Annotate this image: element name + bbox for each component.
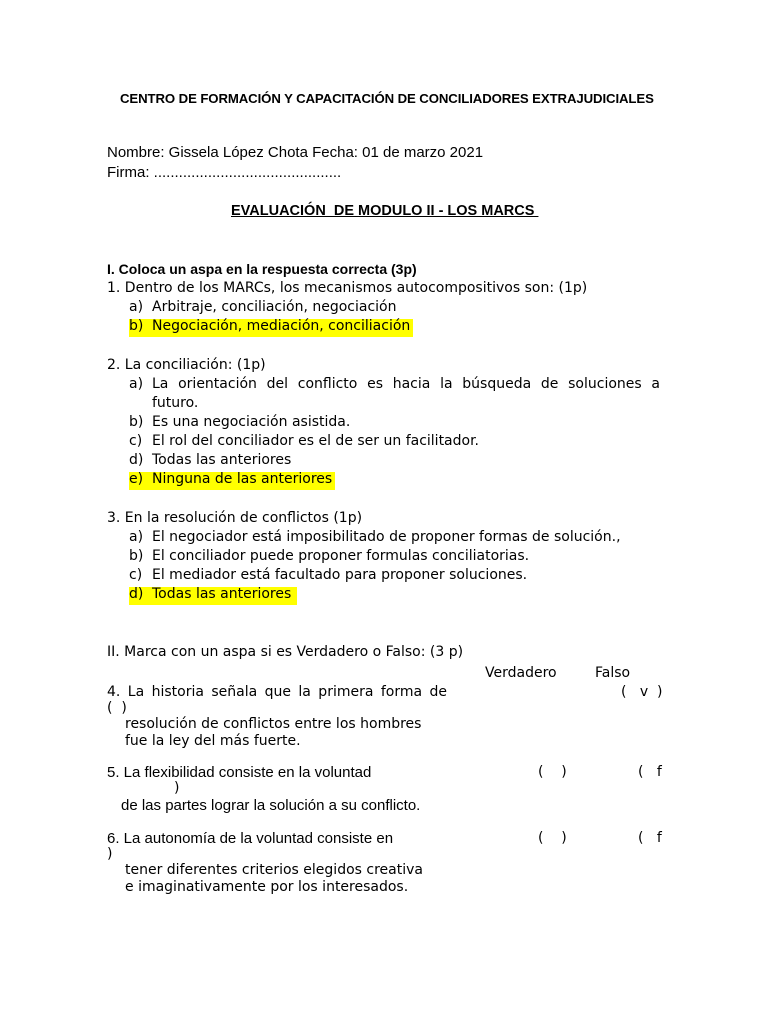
q2-option-c-marker: c) <box>129 433 143 449</box>
column-false-header: Falso <box>595 665 631 681</box>
q3-option-b-marker: b) <box>129 548 144 564</box>
signature-line: Firma: ............................................. <box>107 164 342 181</box>
q1-option-a: Arbitraje, conciliación, negociación <box>152 299 397 315</box>
name-date-line: Nombre: Gissela López Chota Fecha: 01 de marzo 2021 <box>107 144 484 161</box>
q6-mark-false: ( f <box>638 830 662 846</box>
q3-text: 3. En la resolución de conflictos (1p) <box>107 510 363 526</box>
q3-option-c-marker: c) <box>129 567 143 583</box>
q4-line3: fue la ley del más fuerte. <box>125 733 301 749</box>
q2-option-e-marker: e) <box>129 471 144 487</box>
q1-option-b: Negociación, mediación, conciliación <box>152 318 411 334</box>
section1-heading: I. Coloca un aspa en la respuesta correcta (3p) <box>107 261 417 277</box>
institution-title: CENTRO DE FORMACIÓN Y CAPACITACIÓN DE CONCILIADORES EXTRAJUDICIALES <box>120 91 654 106</box>
q6-line1: 6. La autonomía de la voluntad consiste en <box>107 830 394 847</box>
q1-option-a-marker: a) <box>129 299 144 315</box>
q3-option-d: Todas las anteriores <box>152 586 292 602</box>
q2-option-d-marker: d) <box>129 452 144 468</box>
q3-option-a: El negociador está imposibilitado de proponer formas de solución., <box>152 529 621 545</box>
q3-option-b: El conciliador puede proponer formulas conciliatorias. <box>152 548 530 564</box>
q4-wrap-paren: ( ) <box>107 700 127 716</box>
q5-mark-true: ( ) <box>538 764 567 780</box>
exam-title: EVALUACIÓN DE MODULO II - LOS MARCS <box>231 203 539 219</box>
q6-line2: tener diferentes criterios elegidos creativa <box>125 862 423 878</box>
q2-option-e: Ninguna de las anteriores <box>152 471 333 487</box>
q2-option-a-marker: a) <box>129 376 144 392</box>
q1-option-b-marker: b) <box>129 318 144 334</box>
q2-option-d: Todas las anteriores <box>152 452 292 468</box>
q2-text: 2. La conciliación: (1p) <box>107 357 266 373</box>
q2-option-b-marker: b) <box>129 414 144 430</box>
q2-option-c: El rol del conciliador es el de ser un facilitador. <box>152 433 480 449</box>
q6-line3: e imaginativamente por los interesados. <box>125 879 409 895</box>
q3-option-a-marker: a) <box>129 529 144 545</box>
q2-option-b: Es una negociación asistida. <box>152 414 351 430</box>
q2-option-a-line2: futuro. <box>152 395 199 411</box>
q4-mark-true: ( v ) <box>621 684 663 700</box>
q4-line2: resolución de conflictos entre los hombres <box>125 716 422 732</box>
q5-line1: 5. La flexibilidad consiste en la voluntad <box>107 764 372 781</box>
q1-text: 1. Dentro de los MARCs, los mecanismos autocompositivos son: (1p) <box>107 280 588 296</box>
q5-mark-false: ( f <box>638 764 662 780</box>
column-true-header: Verdadero <box>485 665 557 681</box>
q6-wrap-paren: ) <box>107 846 113 862</box>
q5-wrap-paren: ) <box>174 780 180 796</box>
q6-mark-true: ( ) <box>538 830 567 846</box>
q5-line2: de las partes lograr la solución a su conflicto. <box>121 797 421 814</box>
q3-option-c: El mediador está facultado para proponer soluciones. <box>152 567 528 583</box>
q3-option-d-marker: d) <box>129 586 144 602</box>
q2-option-a-line1: La orientación del conflicto es hacia la búsqueda de soluciones a <box>152 376 660 392</box>
q4-line1: 4. La historia señala que la primera forma de <box>107 684 447 700</box>
section2-heading: II. Marca con un aspa si es Verdadero o Falso: (3 p) <box>107 644 464 660</box>
